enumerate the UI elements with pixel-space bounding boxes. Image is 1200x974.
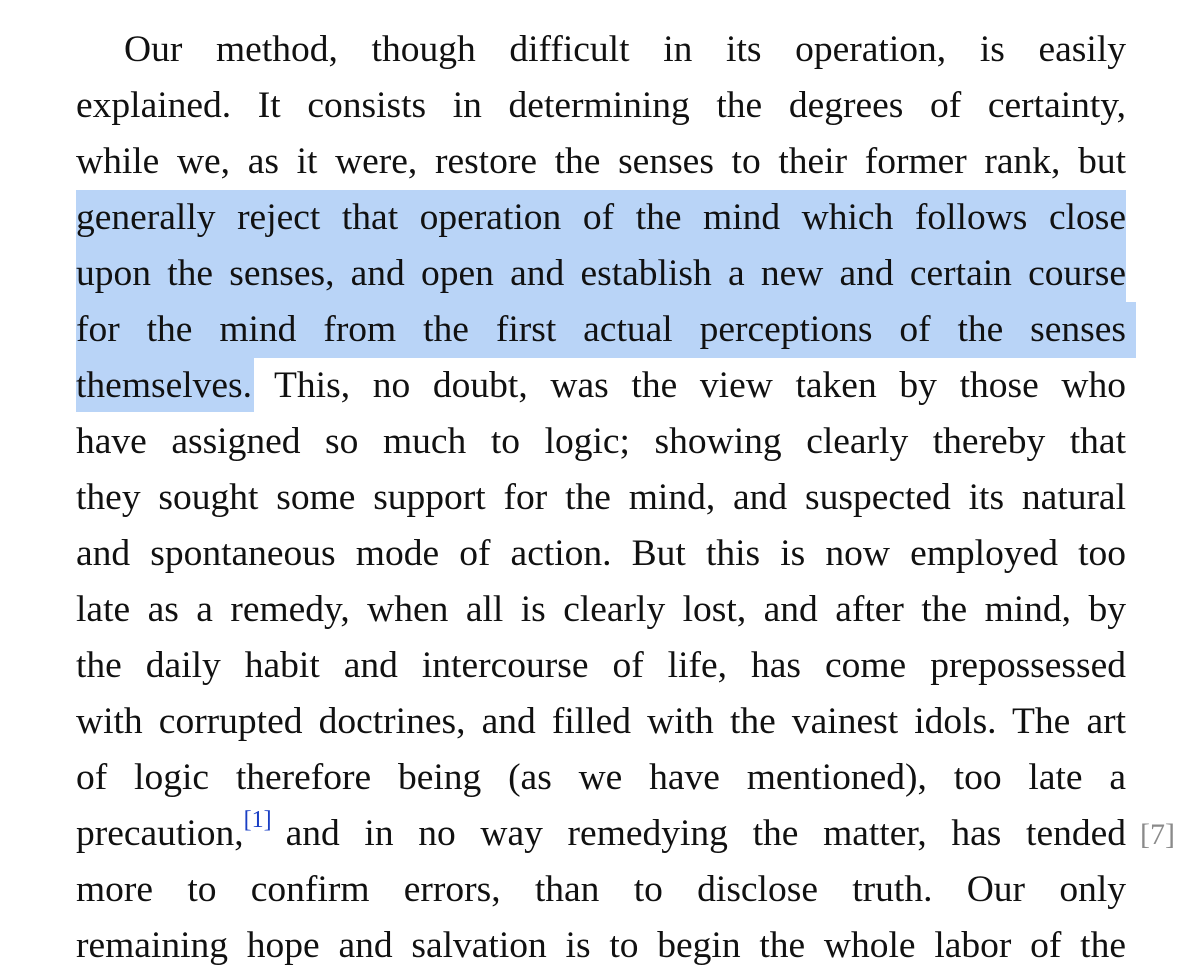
text-line: remaining hope and salvation is to begin the whole labor of the xyxy=(76,925,1126,966)
text-line: more to confirm errors, than to disclose truth. Our only xyxy=(76,869,1126,910)
text-line: they sought some support for the mind, and suspected its natural xyxy=(76,477,1126,518)
text-line: late as a remedy, when all is clearly lost, and after the mind, by xyxy=(76,589,1126,630)
page-number-marker: [7] xyxy=(1140,818,1175,851)
text-fragment: precaution, xyxy=(76,813,244,854)
text-line-selected[interactable]: generally reject that operation of the mind which follows close xyxy=(76,197,1126,238)
text-line: have assigned so much to logic; showing clearly thereby that xyxy=(76,421,1126,462)
text-line: Our method, though difficult in its operation, is easily xyxy=(124,29,1126,70)
text-line-with-footnote xyxy=(76,806,1126,862)
selected-text-fragment[interactable]: themselves xyxy=(76,365,243,406)
text-line-mixed xyxy=(76,358,1126,414)
text-fragment: . This, no doubt, was the view taken by those who xyxy=(242,365,1126,406)
text-line: with corrupted doctrines, and filled with the vainest idols. The art xyxy=(76,701,1126,742)
text-line-selected[interactable]: upon the senses, and open and establish a new and certain course xyxy=(76,253,1126,294)
text-line-selected[interactable]: for the mind from the first actual perceptions of the senses xyxy=(76,309,1126,350)
text-line: of logic therefore being (as we have mentioned), too late a xyxy=(76,757,1126,798)
footnote-link[interactable]: [1] xyxy=(243,807,272,833)
text-line: the daily habit and intercourse of life, has come prepossessed xyxy=(76,645,1126,686)
text-line: explained. It consists in determining the degrees of certainty, xyxy=(76,85,1126,126)
text-fragment: and in no way remedying the matter, has tended xyxy=(285,813,1126,854)
text-line: while we, as it were, restore the senses to their former rank, but xyxy=(76,141,1126,182)
text-line: and spontaneous mode of action. But this is now employed too xyxy=(76,533,1126,574)
